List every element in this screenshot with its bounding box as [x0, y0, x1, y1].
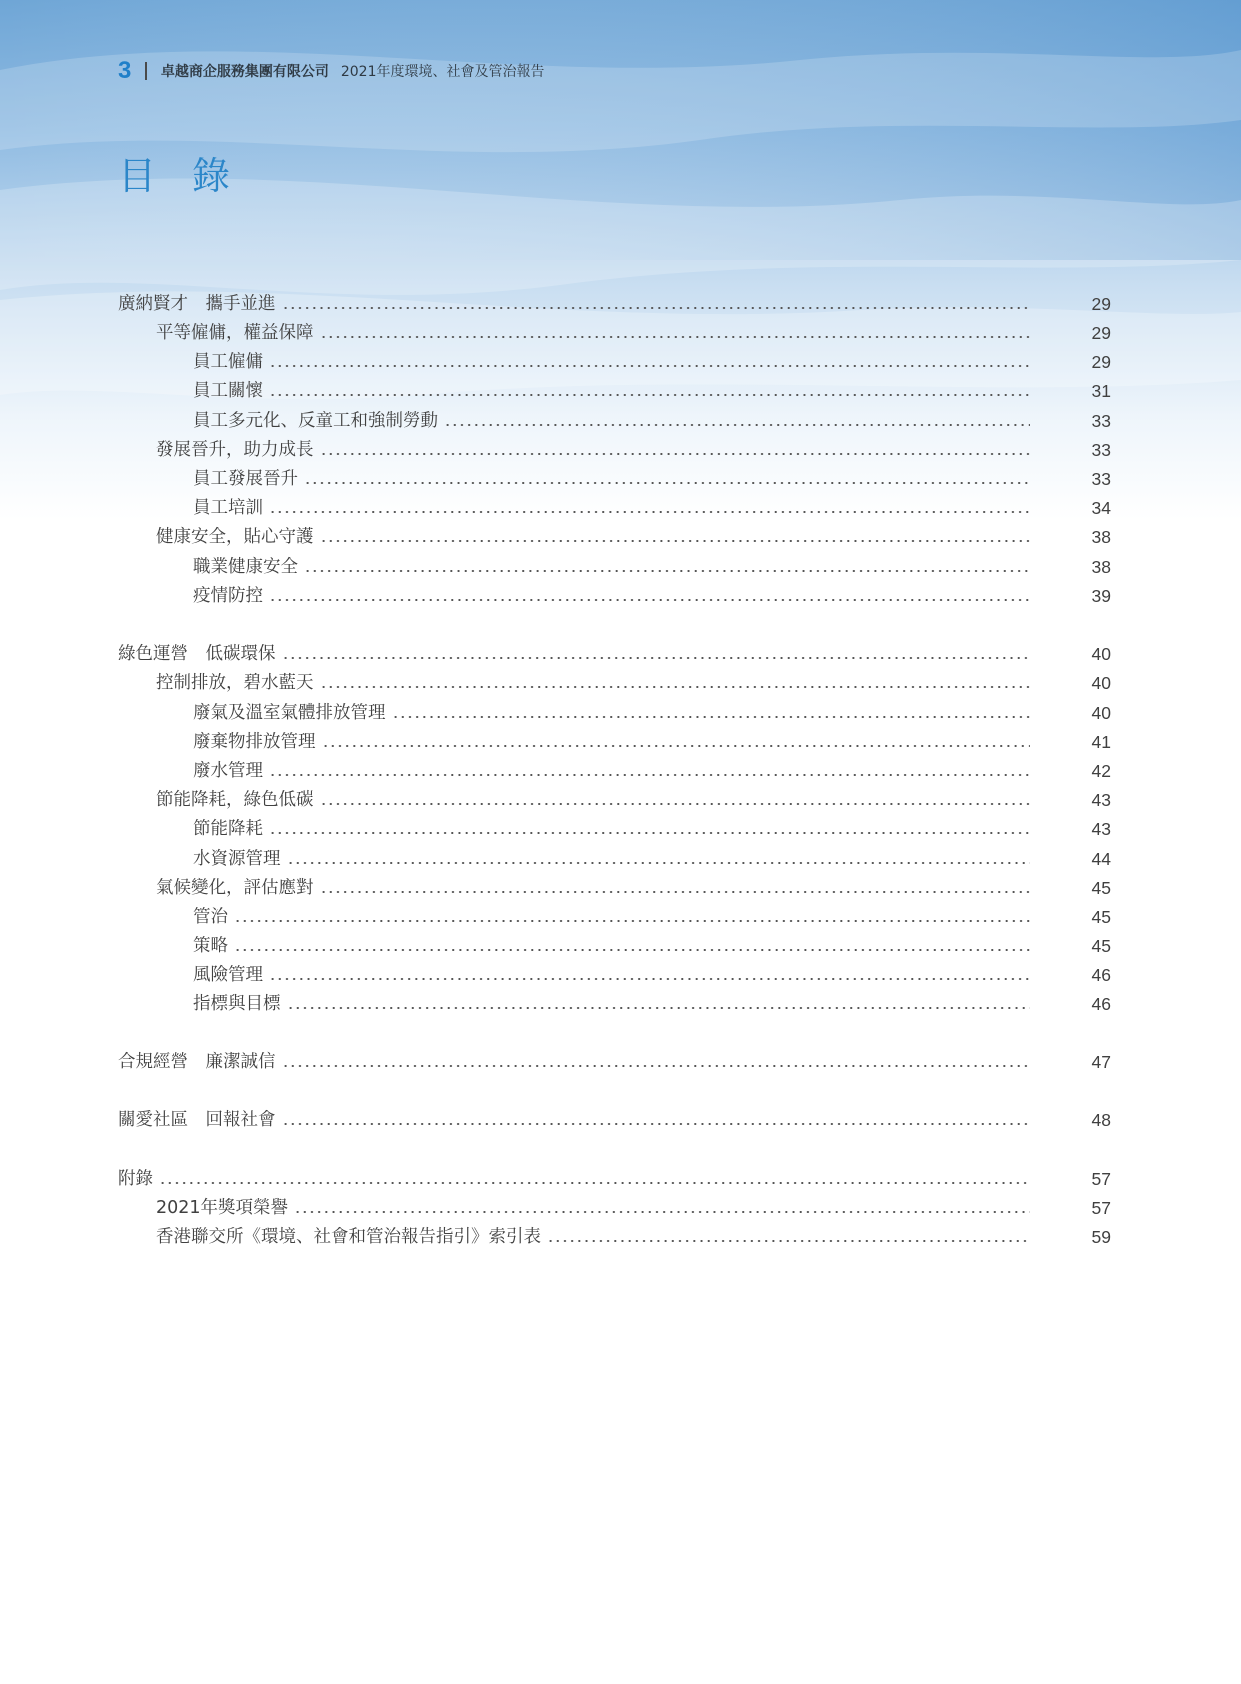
toc-label: 廣納賢才 攜手並進 — [118, 294, 276, 314]
toc-item-2-3-d[interactable] — [193, 991, 1111, 1017]
toc-chapter-1-1[interactable] — [156, 320, 1111, 346]
toc-label: 綠色運營 低碳環保 — [118, 644, 276, 664]
dot-leader — [269, 599, 1030, 601]
toc-section-4[interactable] — [118, 1107, 1111, 1133]
dot-leader — [304, 570, 1030, 572]
toc-page: 47 — [1091, 1052, 1111, 1072]
toc-page: 46 — [1091, 994, 1111, 1014]
dot-leader — [444, 424, 1030, 426]
dot-leader — [320, 686, 1031, 688]
toc-section-3[interactable] — [118, 1049, 1111, 1075]
toc-page: 45 — [1091, 907, 1111, 927]
dot-leader — [320, 803, 1031, 805]
toc-label: 香港聯交所《環境、社會和管治報告指引》索引表 — [156, 1227, 541, 1247]
toc-item-2-3-c[interactable] — [193, 962, 1111, 988]
toc-page: 42 — [1091, 761, 1111, 781]
toc-label: 合規經營 廉潔誠信 — [118, 1052, 276, 1072]
toc-page: 38 — [1091, 557, 1111, 577]
toc-item-2-1-b[interactable] — [193, 729, 1111, 755]
dot-leader — [287, 1007, 1031, 1009]
toc-page: 46 — [1091, 965, 1111, 985]
toc-page: 40 — [1091, 703, 1111, 723]
dot-leader — [282, 1123, 1031, 1125]
toc-page: 29 — [1091, 294, 1111, 314]
toc-page: 29 — [1091, 323, 1111, 343]
dot-leader — [269, 511, 1030, 513]
toc-item-1-3-a[interactable] — [193, 554, 1111, 580]
toc-item-1-3-b[interactable] — [193, 583, 1111, 609]
report-title: 2021年度環境、社會及管治報告 — [340, 64, 545, 80]
toc-label: 關愛社區 回報社會 — [118, 1110, 276, 1130]
toc-chapter-2-3[interactable] — [156, 875, 1111, 901]
dot-leader — [159, 1182, 1030, 1184]
toc-page: 45 — [1091, 878, 1111, 898]
toc-label: 員工僱傭 — [193, 352, 263, 372]
page-title: 目錄 — [118, 154, 267, 198]
toc-label: 廢水管理 — [193, 761, 263, 781]
toc-section-1[interactable] — [118, 291, 1111, 317]
dot-leader — [392, 716, 1031, 718]
toc-page: 33 — [1091, 469, 1111, 489]
dot-leader — [269, 365, 1030, 367]
toc-label: 疫情防控 — [193, 586, 263, 606]
toc-item-2-2-a[interactable] — [193, 816, 1111, 842]
toc-label: 氣候變化，評估應對 — [156, 878, 314, 898]
toc-label: 控制排放，碧水藍天 — [156, 673, 314, 693]
toc-label: 平等僱傭，權益保障 — [156, 323, 314, 343]
page-number: 3 — [118, 57, 132, 84]
dot-leader — [287, 862, 1031, 864]
dot-leader — [320, 453, 1031, 455]
toc-page: 40 — [1091, 673, 1111, 693]
toc-page: 48 — [1091, 1110, 1111, 1130]
toc-item-1-2-b[interactable] — [193, 495, 1111, 521]
toc-chapter-2-1[interactable] — [156, 670, 1111, 696]
dot-leader — [269, 774, 1030, 776]
toc-page: 59 — [1091, 1227, 1111, 1247]
toc-label: 員工培訓 — [193, 498, 263, 518]
toc-section-5[interactable] — [118, 1166, 1111, 1192]
toc-label: 節能降耗，綠色低碳 — [156, 790, 314, 810]
dot-leader — [320, 336, 1031, 338]
dot-leader — [269, 394, 1030, 396]
toc-page: 41 — [1091, 732, 1111, 752]
toc-page: 31 — [1091, 381, 1111, 401]
dot-leader — [294, 1211, 1030, 1213]
toc-item-2-1-a[interactable] — [193, 700, 1111, 726]
toc-page: 57 — [1091, 1198, 1111, 1218]
toc-page: 33 — [1091, 440, 1111, 460]
dot-leader — [320, 540, 1031, 542]
toc-label: 員工多元化、反童工和強制勞動 — [193, 411, 438, 431]
toc-label: 職業健康安全 — [193, 557, 298, 577]
toc-chapter-2-2[interactable] — [156, 787, 1111, 813]
toc-page: 43 — [1091, 819, 1111, 839]
toc-label: 員工關懷 — [193, 381, 263, 401]
toc-item-2-3-a[interactable] — [193, 904, 1111, 930]
toc-page: 45 — [1091, 936, 1111, 956]
toc-label: 附錄 — [118, 1169, 153, 1189]
toc-label: 策略 — [193, 936, 228, 956]
dot-leader — [269, 832, 1030, 834]
dot-leader — [234, 949, 1030, 951]
dot-leader — [547, 1240, 1030, 1242]
dot-leader — [304, 482, 1030, 484]
toc-page: 39 — [1091, 586, 1111, 606]
toc-label: 員工發展晉升 — [193, 469, 298, 489]
company-name: 卓越商企服務集團有限公司 — [160, 64, 329, 80]
toc-label: 指標與目標 — [193, 994, 281, 1014]
toc-label: 2021年獎項榮譽 — [156, 1198, 289, 1218]
dot-leader — [322, 745, 1031, 747]
dot-leader — [282, 307, 1031, 309]
toc-item-1-1-a[interactable] — [193, 349, 1111, 375]
toc-item-1-1-b[interactable] — [193, 378, 1111, 404]
toc-item-2-1-c[interactable] — [193, 758, 1111, 784]
dot-leader — [282, 657, 1031, 659]
toc-label: 發展晉升，助力成長 — [156, 440, 314, 460]
toc-section-2[interactable] — [118, 641, 1111, 667]
toc-page: 34 — [1091, 498, 1111, 518]
toc-page: 33 — [1091, 411, 1111, 431]
dot-leader — [269, 978, 1030, 980]
dot-leader — [234, 920, 1030, 922]
toc-page: 57 — [1091, 1169, 1111, 1189]
toc-label: 廢氣及溫室氣體排放管理 — [193, 703, 386, 723]
toc-label: 節能降耗 — [193, 819, 263, 839]
toc-label: 健康安全，貼心守護 — [156, 527, 314, 547]
toc-label: 水資源管理 — [193, 849, 281, 869]
toc-page: 38 — [1091, 527, 1111, 547]
toc-item-2-2-b[interactable] — [193, 846, 1111, 872]
dot-leader — [282, 1065, 1031, 1067]
toc-chapter-5-1[interactable] — [156, 1195, 1111, 1221]
toc-page: 44 — [1091, 849, 1111, 869]
toc-page: 43 — [1091, 790, 1111, 810]
toc-chapter-5-2[interactable] — [156, 1224, 1111, 1250]
toc-page: 40 — [1091, 644, 1111, 664]
toc-item-2-3-b[interactable] — [193, 933, 1111, 959]
toc-page: 29 — [1091, 352, 1111, 372]
toc-item-1-2-a[interactable] — [193, 466, 1111, 492]
toc-item-1-1-c[interactable] — [193, 408, 1111, 434]
toc-chapter-1-3[interactable] — [156, 524, 1111, 550]
toc-label: 風險管理 — [193, 965, 263, 985]
toc-label: 管治 — [193, 907, 228, 927]
dot-leader — [320, 891, 1031, 893]
toc-chapter-1-2[interactable] — [156, 437, 1111, 463]
toc-label: 廢棄物排放管理 — [193, 732, 316, 752]
